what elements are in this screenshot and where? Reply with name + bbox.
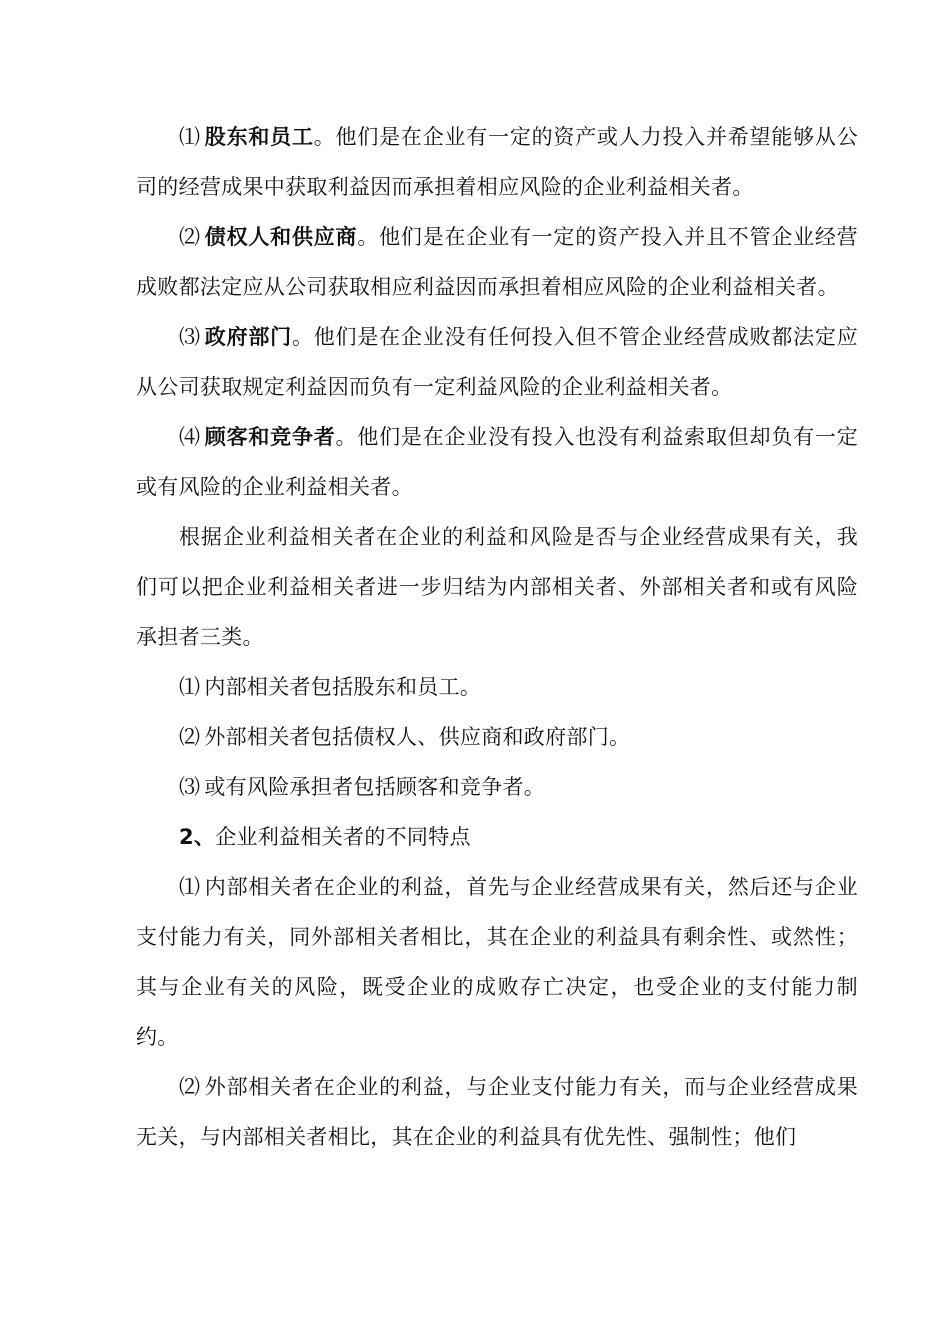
list-marker: ⑷ — [179, 425, 201, 449]
category-text: 或有风险承担者包括顾客和竞争者。 — [204, 775, 546, 799]
category-text: 外部相关者包括债权人、供应商和政府部门。 — [204, 725, 631, 749]
heading-punct: 。 — [313, 125, 336, 149]
list-marker: ⑶ — [179, 325, 201, 349]
feature-text: 内部相关者在企业的利益，首先与企业经营成果有关，然后还与企业支付能力有关，同外部相关者相比，其在企业的利益具有剩余性、或然性；其与企业有关的风险，既受企业的成败存亡决定，也受企业的支付能力制约。 — [136, 875, 858, 1049]
list-marker: ⑴ — [179, 125, 201, 149]
stakeholder-paragraph-3 — [136, 312, 858, 412]
stakeholder-heading: 股东和员工 — [204, 125, 314, 149]
section-heading — [136, 812, 858, 862]
heading-punct: 。 — [291, 325, 314, 349]
stakeholder-paragraph-1 — [136, 112, 858, 212]
list-marker: ⑶ — [179, 775, 201, 799]
category-item-2 — [136, 712, 858, 762]
heading-punct: 。 — [335, 425, 358, 449]
stakeholder-text: 他们是在企业有一定的资产或人力投入并希望能够从公司的经营成果中获取利益因而承担着相应风险的企业利益相关者。 — [136, 125, 858, 199]
stakeholder-text: 他们是在企业有一定的资产投入并且不管企业经营成败都法定应从公司获取相应利益因而承担着相应风险的企业利益相关者。 — [136, 225, 858, 299]
category-item-3 — [136, 762, 858, 812]
list-marker: ⑵ — [179, 225, 201, 249]
stakeholder-paragraph-4 — [136, 412, 858, 512]
document-body — [136, 112, 858, 1162]
stakeholder-heading: 政府部门 — [204, 325, 292, 349]
summary-paragraph: 根据企业利益相关者在企业的利益和风险是否与企业经营成果有关，我们可以把企业利益相关者进一步归结为内部相关者、外部相关者和或有风险承担者三类。 — [136, 525, 858, 649]
feature-text: 外部相关者在企业的利益，与企业支付能力有关，而与企业经营成果无关，与内部相关者相比，其在企业的利益具有优先性、强制性；他们 — [136, 1075, 858, 1149]
stakeholder-paragraph-2 — [136, 212, 858, 312]
list-marker: ⑵ — [179, 725, 201, 749]
stakeholder-text: 他们是在企业没有投入也没有利益索取但却负有一定或有风险的企业利益相关者。 — [136, 425, 858, 499]
category-text: 内部相关者包括股东和员工。 — [204, 675, 482, 699]
stakeholder-heading: 债权人和供应商 — [204, 225, 358, 249]
section-number: 2、 — [179, 825, 216, 849]
stakeholder-heading: 顾客和竞争者 — [204, 425, 336, 449]
list-marker: ⑴ — [179, 875, 201, 899]
feature-paragraph-2 — [136, 1062, 858, 1162]
feature-paragraph-1 — [136, 862, 858, 1062]
list-marker: ⑵ — [179, 1075, 201, 1099]
section-title: 企业利益相关者的不同特点 — [215, 825, 471, 849]
list-marker: ⑴ — [179, 675, 201, 699]
category-item-1 — [136, 662, 858, 712]
stakeholder-text: 他们是在企业没有任何投入但不管企业经营成败都法定应从公司获取规定利益因而负有一定利益风险的企业利益相关者。 — [136, 325, 859, 399]
heading-punct: 。 — [357, 225, 380, 249]
